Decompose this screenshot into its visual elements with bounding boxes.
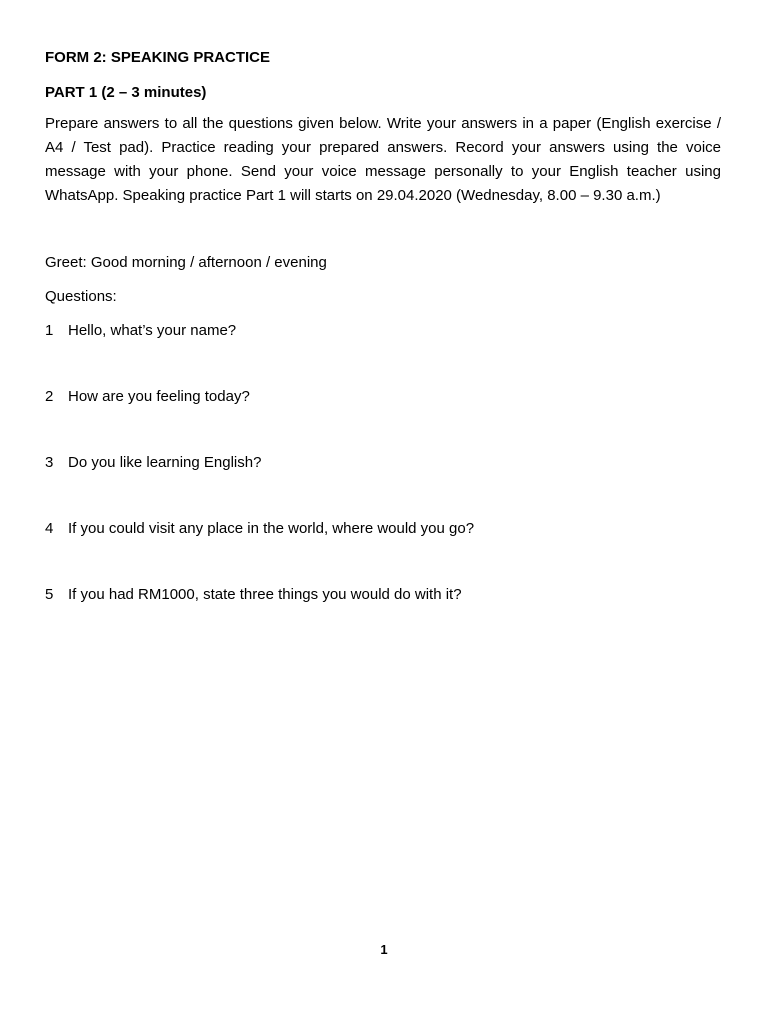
question-number: 5 [45, 586, 54, 603]
question-text: Hello, what’s your name? [68, 322, 237, 339]
answer-space [45, 539, 721, 585]
question-item [45, 453, 721, 473]
question-item [45, 387, 721, 407]
questions-label: Questions: [45, 288, 117, 305]
greeting-line: Greet: Good morning / afternoon / evening [45, 254, 327, 271]
answer-space [45, 407, 721, 453]
question-number: 2 [45, 388, 54, 405]
answer-space [45, 473, 721, 519]
question-number: 3 [45, 454, 54, 471]
question-number: 1 [45, 322, 54, 339]
question-item [45, 585, 721, 605]
question-item [45, 321, 721, 341]
page-number: 1 [380, 942, 388, 957]
question-text: Do you like learning English? [68, 454, 262, 471]
instructions-paragraph: Prepare answers to all the questions given below. Write your answers in a paper (English exercise / A4 / Test pad). Practice reading your prepared answers. Record your answers using the voice message with your phone. Send your voice message personally to your English teacher using WhatsApp. Speaking practice Part 1 will starts on 29.04.2020 (Wednesday, 8.00 – 9.30 a.m.) [45, 115, 721, 204]
question-item [45, 519, 721, 539]
question-text: How are you feeling today? [68, 388, 250, 405]
question-number: 4 [45, 520, 54, 537]
question-text: If you had RM1000, state three things you would do with it? [68, 586, 462, 603]
question-text: If you could visit any place in the world, where would you go? [68, 520, 475, 537]
answer-space [45, 341, 721, 387]
page-title: FORM 2: SPEAKING PRACTICE [45, 49, 271, 66]
document-content [45, 48, 721, 605]
part-heading: PART 1 (2 – 3 minutes) [45, 84, 207, 101]
